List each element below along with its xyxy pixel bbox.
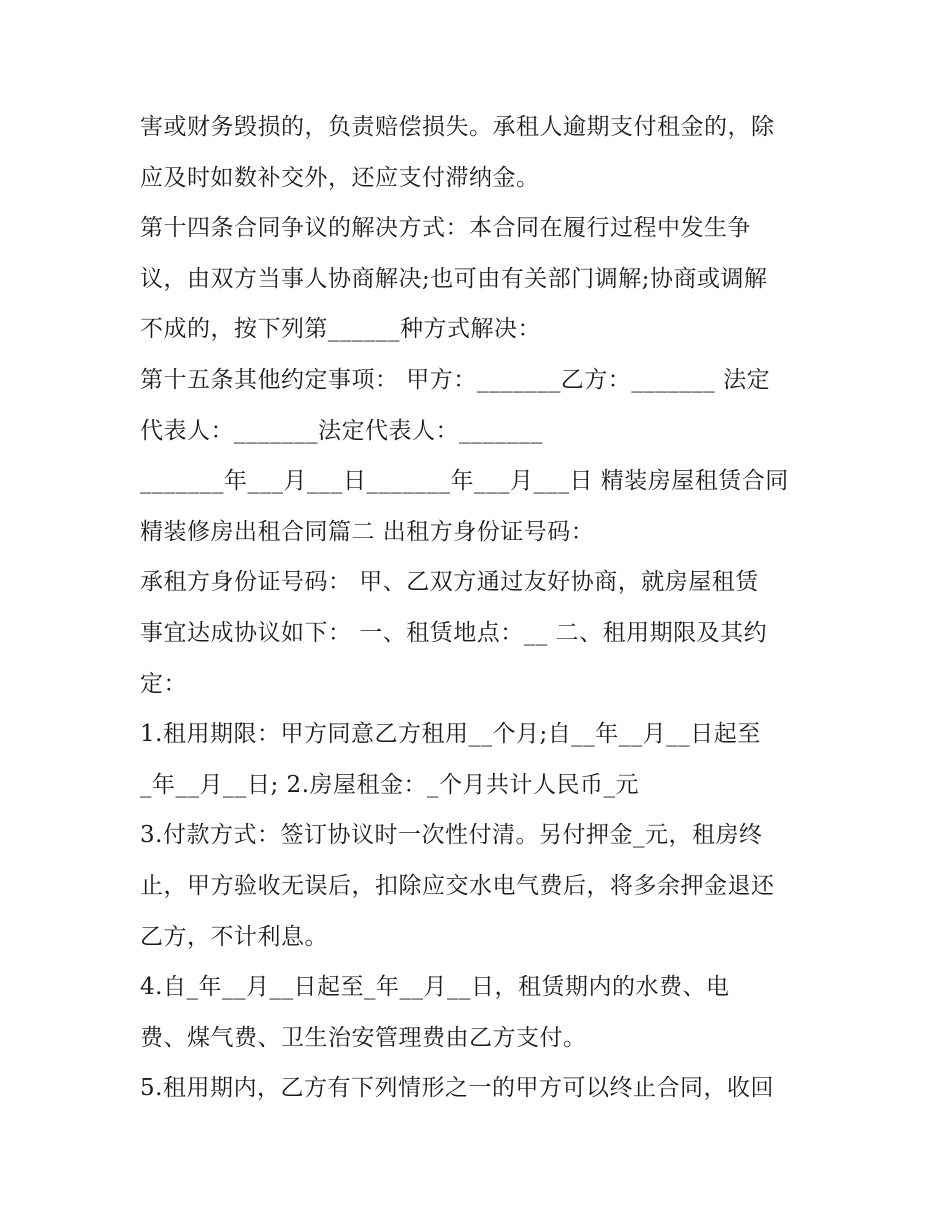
text-line: 3.付款方式：签订协议时一次性付清。另付押金_元，租房终 [140, 822, 763, 849]
text-line: 精装修房出租合同篇二 出租方身份证号码： [140, 518, 595, 545]
text-line: _______年___月___日_______年___月___日 精装房屋租赁合同 [140, 468, 789, 495]
text-line: 1.租用期限：甲方同意乙方租用__个月;自__年__月__日起至 [140, 721, 761, 748]
text-line: 4.自_年__月__日起至_年__月__日，租赁期内的水费、电 [140, 974, 730, 1001]
text-line: _年__月__日; 2.房屋租金：_个月共计人民币_元 [140, 771, 640, 798]
text-line: 承租方身份证号码： 甲、乙双方通过友好协商，就房屋租赁 [140, 569, 759, 596]
text-line: 害或财务毁损的，负责赔偿损失。承租人逾期支付租金的，除 [140, 114, 775, 140]
text-line: 5.租用期内，乙方有下列情形之一的甲方可以终止合同，收回 [140, 1075, 774, 1102]
text-line: 应及时如数补交外，还应支付滞纳金。 [140, 164, 540, 191]
text-line: 议，由双方当事人协商解决;也可由有关部门调解;协商或调解 [140, 265, 768, 292]
text-line: 事宜达成协议如下： 一、租赁地点：__ 二、租用期限及其约 [140, 619, 768, 646]
text-line: 不成的，按下列第______种方式解决： [140, 316, 541, 343]
text-line: 止，甲方验收无误后，扣除应交水电气费后，将多余押金退还 [140, 872, 775, 899]
text-line: 定： [140, 670, 187, 697]
text-line: 代表人：_______法定代表人：_______ [140, 417, 543, 444]
document-body [140, 102, 830, 1114]
text-line: 第十四条合同争议的解决方式：本合同在履行过程中发生争 [140, 215, 751, 242]
text-line: 费、煤气费、卫生治安管理费由乙方支付。 [140, 1024, 587, 1051]
text-line: 乙方，不计利息。 [140, 923, 328, 950]
text-line: 第十五条其他约定事项： 甲方：_______乙方：_______ 法定 [140, 366, 771, 393]
